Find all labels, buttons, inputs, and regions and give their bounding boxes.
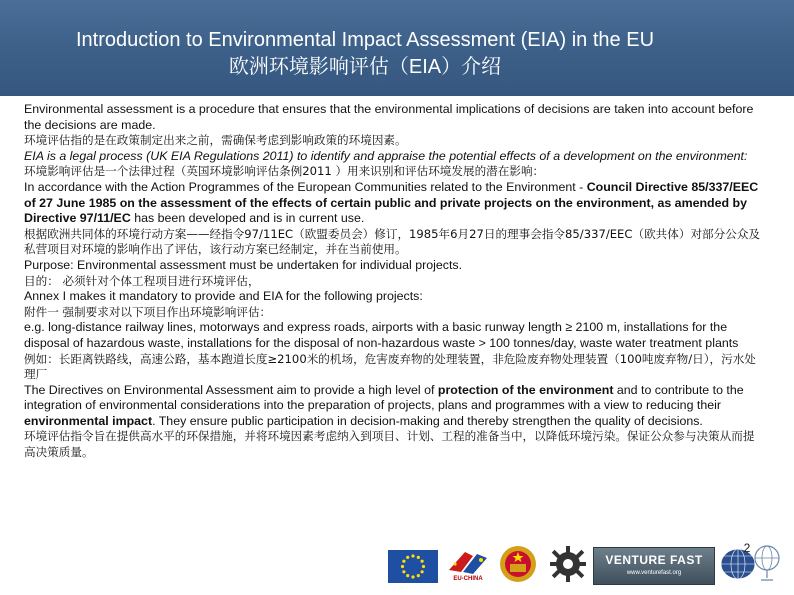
slide-header	[0, 0, 794, 96]
directive-outro: has been developed and is in current use.	[130, 211, 365, 226]
paragraph-legal-en: EIA is a legal process (UK EIA Regulations 2011) to identify and appraise the potential effects of a development on the environment:	[24, 148, 748, 163]
venture-fast-url: www.venturefast.org	[626, 570, 682, 576]
paragraph-definition-zh: 环境评估指的是在政策制定出来之前，需确保考虑到影响政策的环境因素。	[24, 133, 407, 148]
slide-subtitle: 欧洲环境影响评估（EIA）介绍	[228, 56, 502, 78]
paragraph-purpose-zh: 目的： 必须针对个体工程项目进行环境评估，	[24, 273, 260, 288]
directive-intro: In accordance with the Action Programmes of the European Communities related to the Environment -	[24, 179, 587, 194]
aims-text-1: The Directives on Environmental Assessment aim to provide a high level of	[24, 382, 438, 397]
paragraph-examples-zh: 例如：长距离铁路线，高速公路，基本跑道长度≥2100米的机场，危害废弃物的处理装置，非危险废弃物处理装置（100吨废弃物/日），污水处理厂	[24, 351, 756, 382]
paragraph-definition-en: Environmental assessment is a procedure that ensures that the environmental implications of decisions are taken into account before the decisions are made.	[24, 102, 754, 132]
eu-china-logo	[443, 546, 493, 586]
aims-emphasis-impact: environmental impact	[24, 413, 153, 428]
gear-partner-logo	[544, 542, 592, 586]
paragraph-directive-en	[24, 180, 764, 227]
directive-name: Council Directive 85/337/EEC of 27 June 1985 on the assessment of the effects of certain public and private projects on the environment, as amended by Directive 97/11/EC	[24, 179, 759, 226]
paragraph-annex-en: Annex I makes it mandatory to provide and EIA for the following projects:	[24, 289, 423, 304]
paragraph-legal-zh: 环境影响评估是一个法律过程（英国环境影响评估条例2011 ）用来识别和评估环境发展的潜在影响：	[24, 164, 545, 179]
aims-text-2: and to contribute to the integration of environmental considerations into the preparation of projects, plans and programmes with a view to reducing their	[24, 382, 744, 413]
aims-text-3: . They ensure public participation in decision-making and thereby strengthen the quality of decisions.	[152, 413, 703, 428]
paragraph-purpose-en: Purpose: Environmental assessment must be undertaken for individual projects.	[24, 257, 463, 272]
aims-emphasis-protection: protection of the environment	[437, 382, 614, 397]
paragraph-aims-en	[24, 383, 764, 430]
paragraph-examples-en: e.g. long-distance railway lines, motorways and express roads, airports with a basic runway length ≥ 2100 m, installations for the disposal of hazardous waste, installations for the disposal of non-hazardous waste > 100 tonnes/day, waste water treatment plants	[24, 320, 739, 350]
venture-fast-logo	[593, 547, 715, 585]
venture-fast-name: VENTURE FAST	[605, 553, 703, 567]
eu-china-label: EU-CHINA	[453, 576, 483, 582]
paragraph-aims-zh: 环境评估指令旨在提供高水平的环保措施，并将环境因素考虑纳入到项目、计划、工程的准备当中，以降低环境污染。保证公众参与决策从而提高决策质量。	[24, 429, 755, 460]
paragraph-directive-zh: 根据欧洲共同体的环境行动方案——经指令97/11EC（欧盟委员会）修订，1985年6月27日的理事会指令85/337/EEC（欧共体）对部分公众及私营项目对环境的影响作出了评估，该行动方案已经制定，并在当前使用。	[24, 226, 761, 257]
national-emblem-logo	[498, 542, 538, 586]
paragraph-annex-zh: 附件一 强制要求对以下项目作出环境影响评估：	[24, 304, 272, 319]
page-number: 2	[743, 541, 751, 555]
slide-body	[24, 102, 764, 461]
eu-flag-logo	[388, 550, 438, 583]
slide-title: Introduction to Environmental Impact Assessment (EIA) in the EU	[75, 29, 655, 51]
